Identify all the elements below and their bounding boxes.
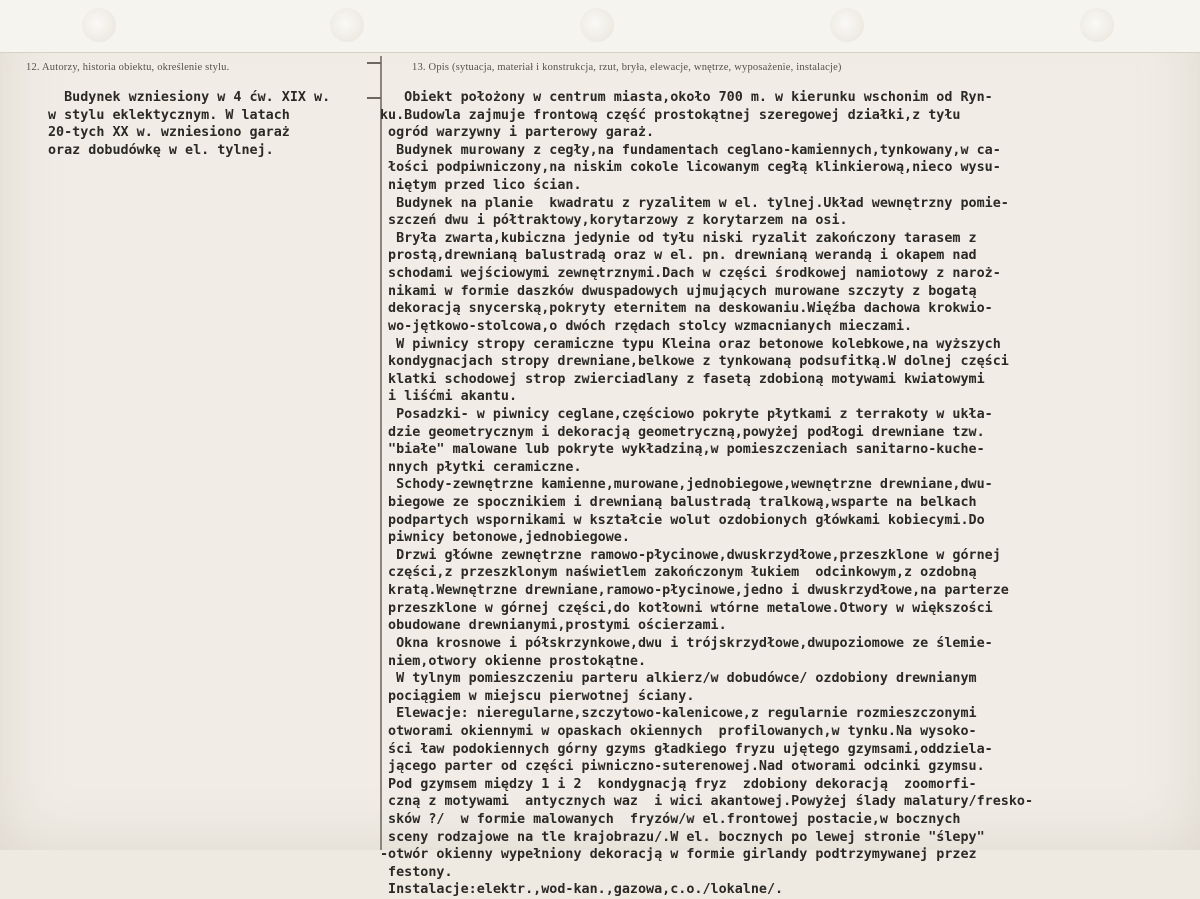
punch-hole: [830, 8, 864, 42]
description-line: Okna krosnowe i półskrzynkowe,dwu i trójskrzydłowe,dwupoziomowe ze ślemie-: [380, 635, 993, 651]
description-line: sków ?/ w formie malowanych fryzów/w el.frontowej postacie,w bocznych: [380, 811, 961, 827]
description-line: ogród warzywny i parterowy garaż.: [380, 125, 655, 141]
description-line: ku.Budowla zajmuje frontową część prostokątnej szeregowej działki,z tyłu: [380, 107, 961, 123]
description-line: kondygnacjach stropy drewniane,belkowe z tynkowaną podsufitką.W dolnej części: [380, 354, 1009, 370]
description-text: [380, 89, 1180, 899]
description-line: sceny rodzajowe na tle krajobrazu/.W el. bocznych po lewej stronie "ślepy": [380, 829, 985, 845]
description-line: Elewacje: nieregularne,szczytowo-kalenicowe,z regularnie rozmieszczonymi: [380, 706, 977, 722]
description-line: jącego parter od części piwniczno-suterenowej.Nad otworami odcinki gzymsu.: [380, 759, 985, 775]
description-line: niem,otwory okienne prostokątne.: [380, 653, 647, 669]
description-line: klatki schodowej strop zwierciadlany z fasetą zdobioną motywami kwiatowymi: [380, 371, 985, 387]
description-line: Obiekt położony w centrum miasta,około 700 m. w kierunku wschonim od Ryn-: [380, 90, 993, 105]
description-line: Drzwi główne zewnętrzne ramowo-płycinowe,dwuskrzydłowe,przeszklone w górnej: [380, 547, 1001, 563]
description-line: ści ław podokiennych górny gzyms gładkiego fryzu ujętego gzymsami,oddziela-: [380, 741, 993, 757]
description-line: Bryła zwarta,kubiczna jedynie od tyłu niski ryzalit zakończony tarasem z: [380, 230, 977, 246]
description-line: dzie geometrycznym i dekoracją geometryczną,powyżej podłogi drewniane tzw.: [380, 424, 985, 440]
description-line: szczeń dwu i półtraktowy,korytarzowy z korytarzem na osi.: [380, 213, 848, 229]
description-line: W tylnym pomieszczeniu parteru alkierz/w dobudówce/ ozdobiony drewnianym: [380, 671, 977, 687]
punch-hole: [82, 8, 116, 42]
description-line: przeszklone w górnej części,do kotłowni wtórne metalowe.Otwory w większości: [380, 600, 993, 616]
punch-hole: [580, 8, 614, 42]
description-line: Budynek na planie kwadratu z ryzalitem w el. tylnej.Układ wewnętrzny pomie-: [380, 195, 1009, 211]
description-line: Pod gzymsem między 1 i 2 kondygnacją fryz zdobiony dekoracją zoomorfi-: [380, 776, 977, 792]
punch-hole: [1080, 8, 1114, 42]
description-line: części,z przeszklonym naświetlem zakończonym łukiem odcinkowym,z ozdobną: [380, 565, 977, 581]
description-line: niętym przed lico ścian.: [380, 178, 582, 194]
description-line: wo-jętkowo-stolcowa,o dwóch rzędach stolcy wzmacnianych mieczami.: [380, 318, 913, 334]
divider-tick: [367, 62, 381, 64]
description-line: Posadzki- w piwnicy ceglane,częściowo pokryte płytkami z terrakoty w ukła-: [380, 406, 993, 422]
description-line: biegowe ze spocznikiem i drewnianą balustradą tralkową,wsparte na belkach: [380, 495, 977, 511]
description-line: pociągiem w miejscu pierwotnej ściany.: [380, 688, 695, 704]
punch-holes: [0, 0, 1200, 52]
description-line: dekoracją snycerską,pokryty eternitem na deskowaniu.Więźba dachowa krokwio-: [380, 301, 993, 317]
description-line: obudowane drewnianymi,prostymi ościerzami.: [380, 618, 727, 634]
description-line: "białe" malowane lub pokryte wykładziną,w pomieszczeniach sanitarno-kuche-: [380, 442, 985, 458]
authors-history-text: Budynek wzniesiony w 4 ćw. XIX w. w stylu eklektycznym. W latach 20-tych XX w. wzniesiono garaż oraz dobudówkę w el. tylnej.: [48, 90, 331, 158]
description-line: Budynek murowany z cegły,na fundamentach ceglano-kamiennych,tynkowany,w ca-: [380, 142, 1001, 158]
description-line: kratą.Wewnętrzne drewniane,ramowo-płycinowe,jedno i dwuskrzydłowe,na parterze: [380, 583, 1009, 599]
description-line: -otwór okienny wypełniony dekoracją w formie girlandy podtrzymywanej przez: [380, 847, 977, 863]
description-line: nikami w formie daszków dwuspadowych ujmujących murowane szczyty z bogatą: [380, 283, 977, 299]
punch-hole: [330, 8, 364, 42]
description-line: łości podpiwniczony,na niskim cokole licowanym cegłą klinkierową,nieco wysu-: [380, 160, 1001, 176]
description-line: festony.: [380, 864, 453, 880]
field-header-12: 12. Autorzy, historia obiektu, określenie stylu.: [26, 62, 230, 73]
description-line: Schody-zewnętrzne kamienne,murowane,jednobiegowe,wewnętrzne drewniane,dwu-: [380, 477, 993, 493]
description-line: piwnicy betonowe,jednobiegowe.: [380, 530, 630, 546]
description-line: nnych płytki ceramiczne.: [380, 459, 582, 475]
description-line: schodami wejściowymi zewnętrznymi.Dach w części środkowej namiotowy z naroż-: [380, 266, 1001, 282]
field-header-13: 13. Opis (sytuacja, materiał i konstrukcja, rzut, bryła, elewacje, wnętrze, wyposażenie, instalacje): [412, 62, 842, 73]
top-margin-strip: [0, 0, 1200, 53]
description-line: W piwnicy stropy ceramiczne typu Kleina oraz betonowe kolebkowe,na wyższych: [380, 336, 1001, 352]
description-line: i liśćmi akantu.: [380, 389, 518, 405]
description-line: czną z motywami antycznych waz i wici akantowej.Powyżej ślady malatury/fresko-: [380, 794, 1034, 810]
description-line: podpartych wspornikami w kształcie wolut ozdobionych główkami kobiecymi.Do: [380, 512, 985, 528]
description-line: prostą,drewnianą balustradą oraz w el. pn. drewnianą werandą i okapem nad: [380, 248, 977, 264]
description-line: Instalacje:elektr.,wod-kan.,gazowa,c.o./lokalne/.: [380, 882, 784, 898]
description-line: otworami okiennymi w opaskach okiennych profilowanych,w tynku.Na wysoko-: [380, 723, 977, 739]
